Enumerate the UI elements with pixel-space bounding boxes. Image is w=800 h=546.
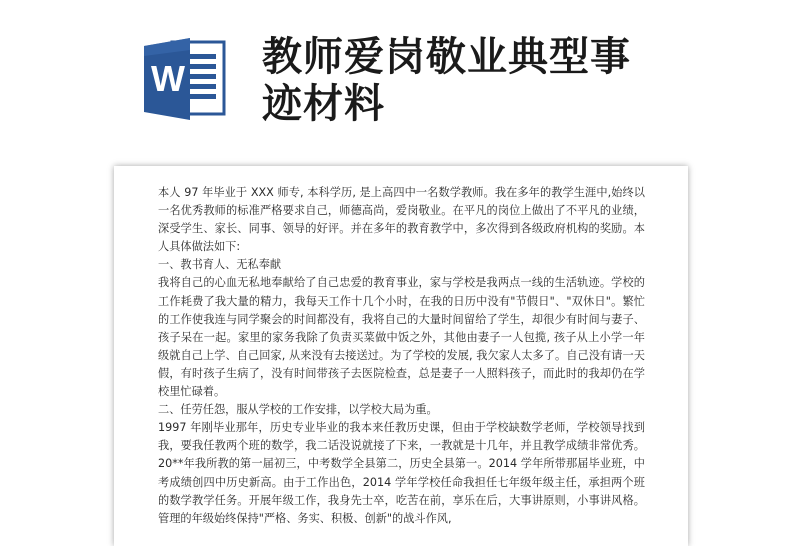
title-line-1: 教师爱岗敬业典型事 xyxy=(262,34,631,80)
document-header xyxy=(0,0,800,150)
word-document-icon xyxy=(142,36,230,122)
heading-section-1: 一、教书育人、无私奉献 xyxy=(158,258,282,272)
paragraph-intro: 本人 97 年毕业于 XXX 师专, 本科学历, 是上高四中一名数学教师。我在多年的教学生涯中,始终以一名优秀教师的标准严格要求自己，师德高尚，爱岗敬业。在平凡的岗位上做出了不平凡的业绩，深受学生、家长、同事、领导的好评。并在多年的教育教学中，多次得到各级政府机构的奖励。本人具体做法如下: xyxy=(158,186,645,254)
document-body xyxy=(158,184,645,528)
document-page xyxy=(114,166,688,546)
heading-section-2: 二、任劳任怨，服从学校的工作安排，以学校大局为重。 xyxy=(158,403,438,417)
title-line-2: 迹材料 xyxy=(262,81,385,127)
paragraph-section-1: 我将自己的心血无私地奉献给了自己忠爱的教育事业，家与学校是我两点一线的生活轨迹。学校的工作耗费了我大量的精力，我每天工作十几个小时，在我的日历中没有"节假日"、"双休日"。繁忙的工作使我连与同学聚会的时间都没有，我将自己的大量时间留给了学生，却很少有时间与妻子、孩子呆在一起。家里的家务我除了负责买菜做中饭之外，其他由妻子一人包揽, 孩子从上小学一年级就自己上学、自己回家, 从来没有去接送过。为了学校的发展, 我欠家人太多了。自己没有请一天假，有时孩子生病了，没有时间带孩子去医院检查，总是妻子一人照料孩子，而此时的我却仍在学校里忙碌着。 xyxy=(158,276,645,399)
paragraph-section-2: 1997 年刚毕业那年，历史专业毕业的我本来任教历史课，但由于学校缺数学老师，学校领导找到我，要我任教两个班的数学，我二话没说就接了下来，一教就是十几年，并且教学成绩非常优秀。20**年我所教的第一届初三，中考数学全县第二，历史全县第一。2014 学年所带那届毕业班，中考成绩创四中历史新高。由于工作出色，2014 学年学校任命我担任七年级年级主任，承担两个班的数学教学任务。开展年级工作，我身先士卒，吃苦在前，享乐在后，大事讲原则，小事讲风格。管理的年级始终保持"严格、务实、积极、创新"的战斗作风, xyxy=(158,421,645,525)
page-title xyxy=(262,34,692,128)
word-icon-letter: W xyxy=(151,58,185,99)
